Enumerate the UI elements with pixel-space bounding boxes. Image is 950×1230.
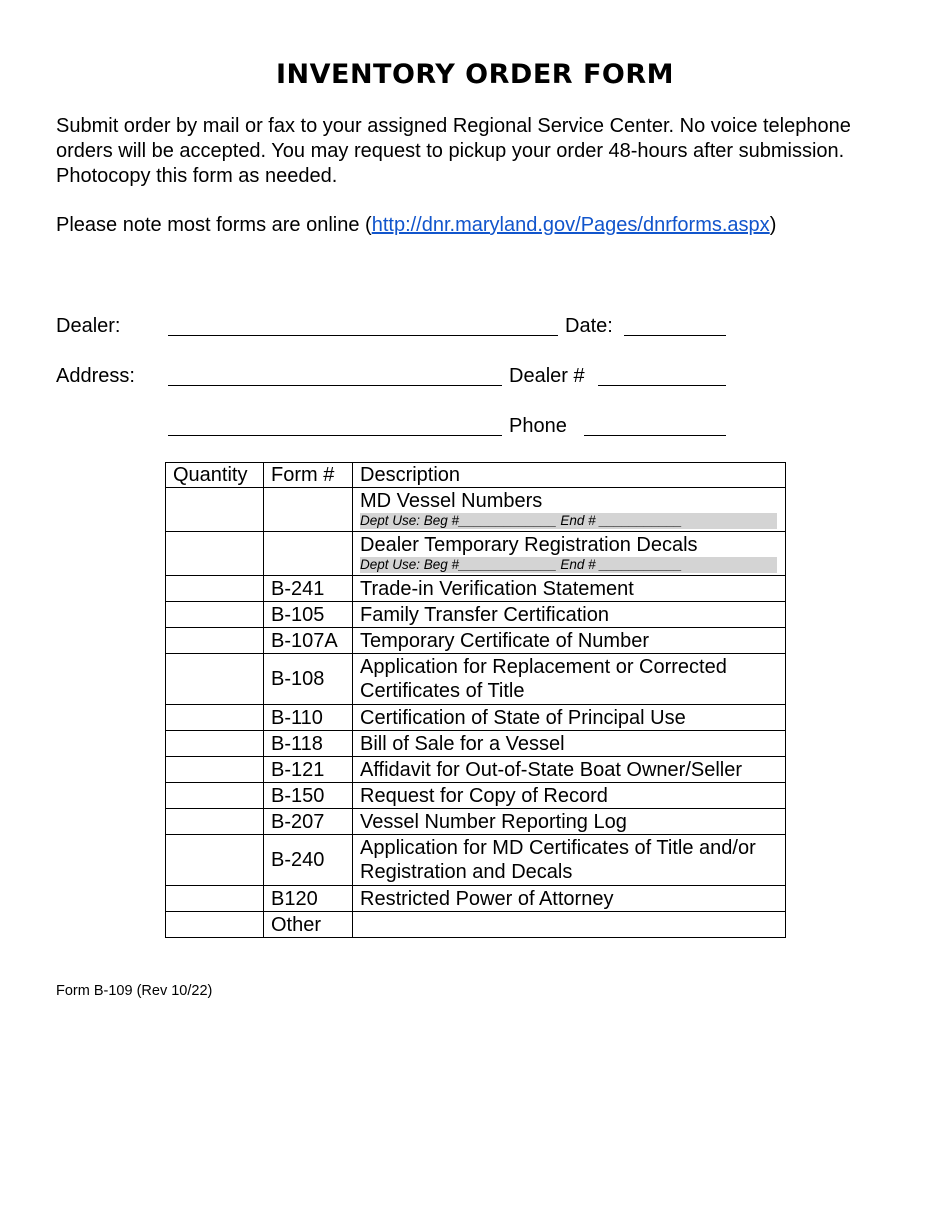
table-row — [166, 602, 786, 628]
table-row — [166, 488, 786, 532]
quantity-cell[interactable] — [166, 602, 264, 628]
form-number-cell: Other — [264, 912, 353, 938]
quantity-cell[interactable] — [166, 835, 264, 886]
table-row — [166, 886, 786, 912]
description-cell: Vessel Number Reporting Log — [353, 809, 786, 835]
table-row — [166, 654, 786, 705]
address-field-line2[interactable] — [168, 435, 502, 436]
form-footer: Form B-109 (Rev 10/22) — [56, 983, 213, 999]
form-number-cell: B-121 — [264, 757, 353, 783]
dealer-number-label: Dealer # — [509, 365, 585, 387]
description-cell — [353, 532, 786, 576]
description-cell: Affidavit for Out-of-State Boat Owner/Seller — [353, 757, 786, 783]
quantity-cell[interactable] — [166, 532, 264, 576]
quantity-cell[interactable] — [166, 654, 264, 705]
address-label: Address: — [56, 365, 135, 387]
forms-link[interactable]: http://dnr.maryland.gov/Pages/dnrforms.aspx — [371, 214, 770, 236]
phone-label: Phone — [509, 415, 567, 437]
quantity-header: Quantity — [166, 463, 264, 488]
description-cell: Certification of State of Principal Use — [353, 705, 786, 731]
order-table — [165, 462, 786, 938]
description-cell: Temporary Certificate of Number — [353, 628, 786, 654]
description-header: Description — [353, 463, 786, 488]
dealer-label: Dealer: — [56, 315, 121, 337]
table-row — [166, 783, 786, 809]
form-number-cell: B-110 — [264, 705, 353, 731]
table-row — [166, 757, 786, 783]
form-number-cell: B-107A — [264, 628, 353, 654]
description-cell: Request for Copy of Record — [353, 783, 786, 809]
description-cell: Application for MD Certificates of Title and/or Registration and Decals — [353, 835, 786, 886]
phone-field[interactable] — [584, 435, 726, 436]
online-note — [56, 213, 776, 238]
table-row — [166, 532, 786, 576]
address-field-line1[interactable] — [168, 385, 502, 386]
description-cell — [353, 488, 786, 532]
form-number-cell — [264, 532, 353, 576]
dealer-field[interactable] — [168, 335, 558, 336]
quantity-cell[interactable] — [166, 757, 264, 783]
table-row — [166, 628, 786, 654]
form-number-cell: B-118 — [264, 731, 353, 757]
quantity-cell[interactable] — [166, 628, 264, 654]
form-number-header: Form # — [264, 463, 353, 488]
intro-text: Submit order by mail or fax to your assigned Regional Service Center. No voice telephone orders will be accepted. You may request to pickup your order 48-hours after submission. Photocopy this form as needed. — [56, 115, 851, 187]
quantity-cell[interactable] — [166, 576, 264, 602]
table-row — [166, 809, 786, 835]
table-row — [166, 835, 786, 886]
description-cell: Bill of Sale for a Vessel — [353, 731, 786, 757]
quantity-cell[interactable] — [166, 912, 264, 938]
dept-use-field: Dept Use: Beg #_____________ End # ___________ — [360, 557, 777, 573]
description-cell: Trade-in Verification Statement — [353, 576, 786, 602]
dept-use-field: Dept Use: Beg #_____________ End # ___________ — [360, 513, 777, 529]
note-suffix: ) — [769, 214, 777, 236]
description-cell[interactable] — [353, 912, 786, 938]
date-field[interactable] — [624, 335, 726, 336]
form-number-cell: B-240 — [264, 835, 353, 886]
form-number-cell: B-207 — [264, 809, 353, 835]
quantity-cell[interactable] — [166, 809, 264, 835]
description-text: Dealer Temporary Registration Decals — [360, 534, 698, 556]
form-number-cell: B120 — [264, 886, 353, 912]
description-cell: Application for Replacement or Corrected Certificates of Title — [353, 654, 786, 705]
table-row — [166, 576, 786, 602]
form-number-cell: B-150 — [264, 783, 353, 809]
quantity-cell[interactable] — [166, 783, 264, 809]
quantity-cell[interactable] — [166, 886, 264, 912]
quantity-cell[interactable] — [166, 731, 264, 757]
quantity-cell[interactable] — [166, 705, 264, 731]
description-cell: Family Transfer Certification — [353, 602, 786, 628]
form-number-cell: B-105 — [264, 602, 353, 628]
form-number-cell — [264, 488, 353, 532]
form-number-cell: B-241 — [264, 576, 353, 602]
table-row — [166, 912, 786, 938]
table-row — [166, 731, 786, 757]
quantity-cell[interactable] — [166, 488, 264, 532]
dealer-number-field[interactable] — [598, 385, 726, 386]
table-row — [166, 705, 786, 731]
page-title: INVENTORY ORDER FORM — [275, 59, 675, 90]
form-number-cell: B-108 — [264, 654, 353, 705]
note-prefix: Please note most forms are online ( — [56, 214, 372, 236]
table-header-row — [166, 463, 786, 488]
description-text: MD Vessel Numbers — [360, 490, 543, 512]
description-cell: Restricted Power of Attorney — [353, 886, 786, 912]
date-label: Date: — [565, 315, 613, 337]
